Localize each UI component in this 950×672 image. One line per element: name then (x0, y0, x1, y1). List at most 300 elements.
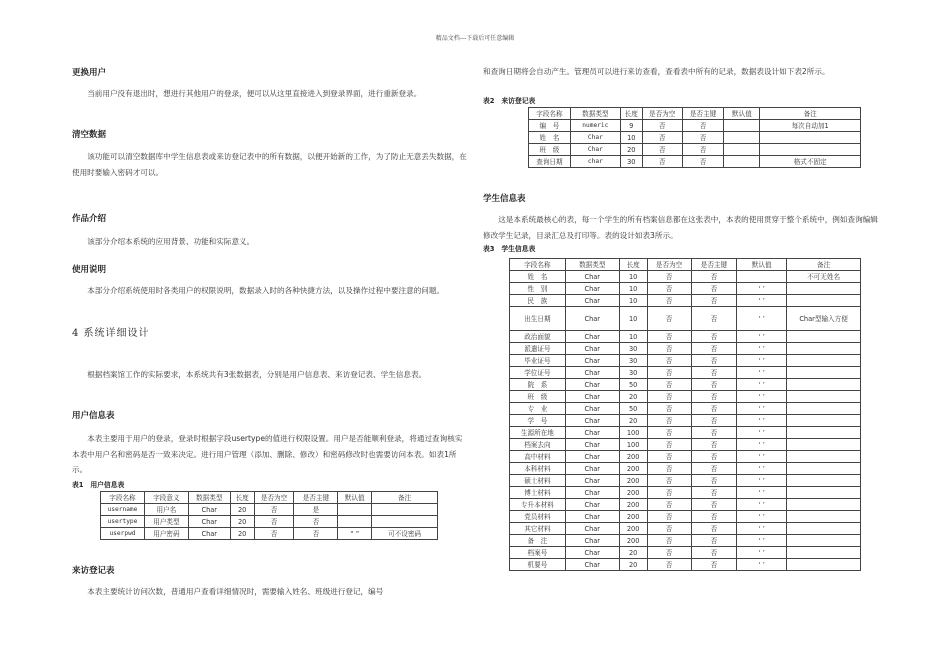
table-cell: 班 级 (510, 391, 566, 403)
table-cell: 否 (294, 516, 338, 528)
table-cell: 用户名 (144, 504, 188, 516)
table-cell: 否 (647, 355, 691, 367)
table-cell: 200 (619, 523, 647, 535)
table-cell (787, 427, 861, 439)
table-cell: 否 (647, 547, 691, 559)
table-row (510, 343, 861, 355)
table-cell: Char (565, 331, 619, 343)
table-row (510, 403, 861, 415)
table-cell: ‘ ’ (737, 379, 787, 391)
section-title-student-table: 学生信息表 (483, 194, 526, 204)
table-cell: 200 (619, 451, 647, 463)
table-cell: Char (565, 379, 619, 391)
table-cell: ‘ ’ (737, 391, 787, 403)
table-row (510, 511, 861, 523)
table-cell: ‘ ’ (737, 451, 787, 463)
table-cell: ‘ ’ (737, 343, 787, 355)
table-cell: 否 (642, 132, 682, 144)
table-cell: 30 (619, 343, 647, 355)
table-cell: 否 (647, 271, 691, 283)
table-cell: 党员材料 (510, 511, 566, 523)
table-cell: 否 (647, 295, 691, 307)
table-cell: Char (565, 283, 619, 295)
table-cell: 编 号 (529, 120, 571, 132)
table-header-cell: 长度 (620, 108, 642, 120)
table-header-cell: 长度 (619, 259, 647, 271)
paragraph-clear-data: 该功能可以清空数据库中学生信息表或来访登记表中的所有数据，以便开始新的工作，为了防止无意丢失数据，在使用时要输入密码才可以。 (72, 152, 467, 177)
table-cell: 硕士材料 (510, 475, 566, 487)
table-cell: 50 (619, 379, 647, 391)
table-cell: 200 (619, 463, 647, 475)
section-title-switch-user: 更换用户 (72, 68, 107, 78)
table-cell: 200 (619, 487, 647, 499)
table-cell: 否 (691, 487, 737, 499)
table-header-cell: 是否为空 (647, 259, 691, 271)
table-row (529, 132, 861, 144)
table-cell: 否 (691, 271, 737, 283)
table-row (510, 487, 861, 499)
table-cell (787, 391, 861, 403)
table-student-info (509, 258, 861, 571)
table2-caption: 表2 来访登记表 (483, 97, 536, 105)
table-cell: 否 (691, 355, 737, 367)
section-title-visit-table: 来访登记表 (72, 566, 115, 576)
paragraph-user-table: 本表主要用于用户的登录，登录时根据字段usertype的值进行权限设置。用户是否能顺利登录，将通过查询核实本表中用户名和密码是否一致来决定。进行用户管理（添加、删除、修改）和密码修改时也需要访问本表。如表1所示。 (72, 434, 463, 474)
table-cell: 200 (619, 499, 647, 511)
section-title-usage: 使用说明 (72, 265, 107, 275)
table-cell: Char (570, 132, 620, 144)
table-row (510, 499, 861, 511)
table-cell (372, 516, 438, 528)
table-cell: 否 (647, 415, 691, 427)
table-cell: 其它材料 (510, 523, 566, 535)
table-cell: 否 (691, 451, 737, 463)
table-cell: 查询日期 (529, 156, 571, 168)
table-row (101, 528, 438, 540)
table-cell: ‘ ’ (737, 415, 787, 427)
table-cell: 否 (254, 528, 294, 540)
table-header-cell: 默认值 (338, 492, 372, 504)
table-cell (724, 132, 760, 144)
table-cell: userpwd (101, 528, 145, 540)
table-cell (787, 367, 861, 379)
paragraph-usage: 本部分介绍系统使用时各类用户的权限说明，数据录入时的各种快捷方法，以及操作过程中要注意的问题。 (87, 286, 445, 295)
table-header-cell: 数据类型 (188, 492, 230, 504)
table-cell: 否 (647, 535, 691, 547)
table-cell: 高中材料 (510, 451, 566, 463)
table-cell (724, 144, 760, 156)
table-cell: Char型输入方便 (787, 307, 861, 331)
paragraph-switch-user: 当前用户没有退出时，想进行其他用户的登录，便可以从这里直接进入到登录界面，进行重新登录。 (87, 89, 422, 98)
table-cell: 否 (254, 516, 294, 528)
table-cell: Char (188, 504, 230, 516)
table-cell: 否 (647, 523, 691, 535)
table-cell: 9 (620, 120, 642, 132)
table-cell: ‘ ’ (737, 295, 787, 307)
table-cell: ‘ ’ (737, 487, 787, 499)
table-cell: Char (565, 463, 619, 475)
table-cell: “ ” (338, 528, 372, 540)
table-cell: 20 (230, 504, 254, 516)
table-cell: 学位证号 (510, 367, 566, 379)
table-cell: 否 (647, 379, 691, 391)
table-header-cell: 默认值 (724, 108, 760, 120)
table-cell: 是 (294, 504, 338, 516)
table-cell: 否 (647, 439, 691, 451)
table-cell: ‘ ’ (737, 523, 787, 535)
table-cell: 毕业证号 (510, 355, 566, 367)
table-cell: 姓 名 (529, 132, 571, 144)
paragraph-visit-continued: 和查询日期将会自动产生。管理员可以进行来访查看，查看表中所有的记录，数据表设计如下表2所示。 (483, 67, 830, 76)
table-cell: ‘ ’ (737, 463, 787, 475)
table-cell (737, 271, 787, 283)
table-cell (787, 295, 861, 307)
table-row (510, 559, 861, 571)
table-cell: 备 注 (510, 535, 566, 547)
table-cell (787, 463, 861, 475)
table-row (510, 283, 861, 295)
table-cell: 100 (619, 439, 647, 451)
table-cell: ‘ ’ (737, 547, 787, 559)
table-cell: ‘ ’ (737, 331, 787, 343)
page-header-note: 精品文档---下载后可任意编辑 (435, 35, 515, 42)
table-header-cell: 默认值 (737, 259, 787, 271)
table-cell: 50 (619, 403, 647, 415)
table-cell: 10 (619, 295, 647, 307)
table-header-row (510, 259, 861, 271)
table-cell: 否 (691, 463, 737, 475)
table-row (510, 547, 861, 559)
table-cell: 200 (619, 511, 647, 523)
table-cell: 否 (642, 156, 682, 168)
table-cell: Char (565, 439, 619, 451)
table-cell: 否 (691, 331, 737, 343)
table-cell: Char (565, 487, 619, 499)
table-cell: 30 (620, 156, 642, 168)
table-cell: 学 号 (510, 415, 566, 427)
table-cell: 否 (691, 391, 737, 403)
table-cell: 本科材料 (510, 463, 566, 475)
table-cell: Char (565, 559, 619, 571)
table3-caption: 表3 学生信息表 (483, 245, 536, 253)
table-cell: 每次自动加1 (760, 120, 861, 132)
table-cell: ‘ ’ (737, 559, 787, 571)
table-row (529, 120, 861, 132)
table-cell: 否 (647, 343, 691, 355)
table-header-cell: 数据类型 (570, 108, 620, 120)
table-cell: 20 (619, 559, 647, 571)
table-cell (787, 475, 861, 487)
table-cell: 10 (619, 283, 647, 295)
table-header-cell: 是否为空 (642, 108, 682, 120)
table-row (529, 144, 861, 156)
table-cell (787, 343, 861, 355)
table-cell: 可不设密码 (372, 528, 438, 540)
table-cell: 10 (620, 132, 642, 144)
table-cell: 否 (647, 451, 691, 463)
table-cell: 否 (691, 439, 737, 451)
table-cell: 否 (691, 415, 737, 427)
table-cell: char (570, 156, 620, 168)
table-cell: Char (565, 307, 619, 331)
table-cell: 否 (254, 504, 294, 516)
table-cell: Char (565, 367, 619, 379)
paragraph-chapter: 根据档案馆工作的实际要求，本系统共有3张数据表，分别是用户信息表、来访登记表、学生信息表。 (87, 370, 427, 379)
table-cell: numeric (570, 120, 620, 132)
table-row (510, 535, 861, 547)
table-header-cell: 数据类型 (565, 259, 619, 271)
table-cell: 否 (691, 295, 737, 307)
table-cell: 档案去向 (510, 439, 566, 451)
table-cell: 否 (691, 367, 737, 379)
table-row (510, 439, 861, 451)
section-title-intro: 作品介绍 (72, 214, 107, 224)
table-cell: 10 (619, 307, 647, 331)
table-header-cell: 字段意义 (144, 492, 188, 504)
table-cell: 档案号 (510, 547, 566, 559)
table-cell: 否 (691, 511, 737, 523)
table-cell: Char (565, 451, 619, 463)
table-cell: 院 系 (510, 379, 566, 391)
table-cell: 否 (647, 331, 691, 343)
table-cell: 20 (620, 144, 642, 156)
table-cell (787, 487, 861, 499)
table-cell: 否 (691, 523, 737, 535)
table-row (510, 355, 861, 367)
table-cell: 机要号 (510, 559, 566, 571)
table-cell: 否 (691, 499, 737, 511)
table-cell: 10 (619, 331, 647, 343)
table-cell: 姓 名 (510, 271, 566, 283)
table-cell: Char (565, 343, 619, 355)
table-cell: Char (188, 528, 230, 540)
table-cell: 30 (619, 355, 647, 367)
table-cell (787, 511, 861, 523)
table-cell: 否 (682, 132, 724, 144)
table-cell: 20 (230, 528, 254, 540)
table-header-cell: 是否主键 (682, 108, 724, 120)
table-cell: 否 (691, 403, 737, 415)
table-cell: 否 (647, 283, 691, 295)
table-cell: 20 (619, 391, 647, 403)
table-row (510, 475, 861, 487)
table-cell: Char (565, 271, 619, 283)
table-cell: 否 (691, 379, 737, 391)
table-cell: 否 (682, 156, 724, 168)
table-cell: 否 (691, 547, 737, 559)
table-cell (787, 415, 861, 427)
table-header-cell: 字段名称 (529, 108, 571, 120)
table-cell: 否 (691, 343, 737, 355)
table-cell: 否 (691, 427, 737, 439)
table-cell: 否 (647, 307, 691, 331)
table-cell: 10 (619, 271, 647, 283)
table-cell: Char (565, 415, 619, 427)
paragraph-intro: 该部分介绍本系统的应用背景、功能和实际意义。 (87, 237, 255, 246)
table-row (529, 156, 861, 168)
table-cell: 民 族 (510, 295, 566, 307)
table-cell: 否 (691, 559, 737, 571)
table-cell (787, 559, 861, 571)
table-row (510, 295, 861, 307)
table-cell: ‘ ’ (737, 475, 787, 487)
table-cell: ‘ ’ (737, 283, 787, 295)
table-cell: ‘ ’ (737, 307, 787, 331)
table-cell: 30 (619, 367, 647, 379)
table-cell: 否 (294, 528, 338, 540)
table-cell: Char (565, 499, 619, 511)
table-cell: ‘ ’ (737, 403, 787, 415)
table-cell: 否 (647, 511, 691, 523)
table-header-row (529, 108, 861, 120)
table-cell: 否 (647, 367, 691, 379)
table-cell: 不可无姓名 (787, 271, 861, 283)
table-cell (787, 547, 861, 559)
table-cell: 专 业 (510, 403, 566, 415)
table-cell: Char (188, 516, 230, 528)
table-cell (787, 331, 861, 343)
table-cell: 性 别 (510, 283, 566, 295)
table-cell: 否 (647, 487, 691, 499)
table-cell (787, 403, 861, 415)
table-header-cell: 备注 (372, 492, 438, 504)
table-cell (724, 156, 760, 168)
table-cell (787, 451, 861, 463)
table-cell: Char (565, 475, 619, 487)
table-cell: 用户密码 (144, 528, 188, 540)
table-cell: ‘ ’ (737, 511, 787, 523)
table-cell (787, 439, 861, 451)
table-cell (372, 504, 438, 516)
table-cell: 20 (619, 547, 647, 559)
paragraph-visit-table: 本表主要统计访问次数，普通用户查看详细情况时，需要输入姓名、班级进行登记，编号 (87, 587, 384, 596)
table-cell: Char (565, 295, 619, 307)
table-cell: 否 (682, 120, 724, 132)
table-cell: 专升本材料 (510, 499, 566, 511)
table-header-cell: 是否为空 (254, 492, 294, 504)
table-cell: username (101, 504, 145, 516)
table-cell (338, 504, 372, 516)
table-cell (787, 283, 861, 295)
section-title-clear-data: 清空数据 (72, 130, 107, 140)
table-cell (760, 132, 861, 144)
table-row (510, 463, 861, 475)
table-cell (338, 516, 372, 528)
table-cell: 否 (647, 463, 691, 475)
table-cell: 否 (691, 283, 737, 295)
paragraph-student-table: 这是本系统最核心的表，每一个学生的所有档案信息都在这张表中，本表的使用贯穿于整个系统中，例如查询编辑修改学生记录，目录汇总及打印等。表的设计如表3所示。 (483, 215, 878, 240)
table1-caption: 表1 用户信息表 (72, 481, 125, 489)
table-cell (787, 355, 861, 367)
table-row (510, 415, 861, 427)
table-cell: 否 (647, 391, 691, 403)
table-cell: 200 (619, 475, 647, 487)
table-cell: 格式不固定 (760, 156, 861, 168)
table-cell: 生源所在地 (510, 427, 566, 439)
table-cell: Char (565, 523, 619, 535)
table-cell: 出生日期 (510, 307, 566, 331)
table-header-cell: 字段名称 (510, 259, 566, 271)
table-cell: ‘ ’ (737, 355, 787, 367)
table-cell: 否 (647, 403, 691, 415)
table-cell: 否 (682, 144, 724, 156)
table-cell: 否 (691, 475, 737, 487)
table-cell (787, 523, 861, 535)
table-cell: 否 (691, 535, 737, 547)
table-row (510, 307, 861, 331)
table-cell: ‘ ’ (737, 427, 787, 439)
table-cell: Char (565, 511, 619, 523)
table-user-info (100, 491, 438, 540)
table-cell: Char (565, 391, 619, 403)
table-cell: 否 (642, 120, 682, 132)
table-cell: ‘ ’ (737, 499, 787, 511)
table-row (101, 516, 438, 528)
table-cell: 20 (230, 516, 254, 528)
table-header-cell: 备注 (787, 259, 861, 271)
table-cell: Char (565, 403, 619, 415)
table-cell: 200 (619, 535, 647, 547)
table-header-cell: 长度 (230, 492, 254, 504)
table-row (510, 331, 861, 343)
table-row (510, 523, 861, 535)
table-cell: 否 (642, 144, 682, 156)
table-row (510, 451, 861, 463)
table-row (510, 427, 861, 439)
table-cell: 博士材料 (510, 487, 566, 499)
table-cell: 政治面貌 (510, 331, 566, 343)
table-row (510, 379, 861, 391)
table-cell: 用户类型 (144, 516, 188, 528)
table-cell: Char (565, 427, 619, 439)
table-header-cell: 字段名称 (101, 492, 145, 504)
table-cell: 否 (647, 475, 691, 487)
table-visit-register (528, 107, 861, 168)
table-header-cell: 是否主键 (294, 492, 338, 504)
table-cell: 班 级 (529, 144, 571, 156)
table-cell: usertype (101, 516, 145, 528)
table-cell: ‘ ’ (737, 367, 787, 379)
table-cell (787, 535, 861, 547)
table-row (510, 367, 861, 379)
table-row (510, 271, 861, 283)
table-cell: 否 (647, 559, 691, 571)
table-cell: 否 (647, 427, 691, 439)
table-cell: Char (565, 355, 619, 367)
table-cell (787, 499, 861, 511)
table-cell: ‘ ’ (737, 439, 787, 451)
table-row (101, 504, 438, 516)
table-cell: ‘ ’ (737, 535, 787, 547)
table-header-row (101, 492, 438, 504)
section-title-user-table: 用户信息表 (72, 411, 115, 421)
table-header-cell: 是否主键 (691, 259, 737, 271)
table-cell: Char (565, 535, 619, 547)
table-cell: 20 (619, 415, 647, 427)
table-cell: Char (570, 144, 620, 156)
chapter-title: 4 系统详细设计 (72, 328, 150, 339)
table-header-cell: 备注 (760, 108, 861, 120)
table-cell: 否 (691, 307, 737, 331)
table-cell: 否 (647, 499, 691, 511)
table-cell (787, 379, 861, 391)
table-cell: Char (565, 547, 619, 559)
table-cell (760, 144, 861, 156)
table-cell: 派遣证号 (510, 343, 566, 355)
table-row (510, 391, 861, 403)
table-cell (724, 120, 760, 132)
table-cell: 100 (619, 427, 647, 439)
